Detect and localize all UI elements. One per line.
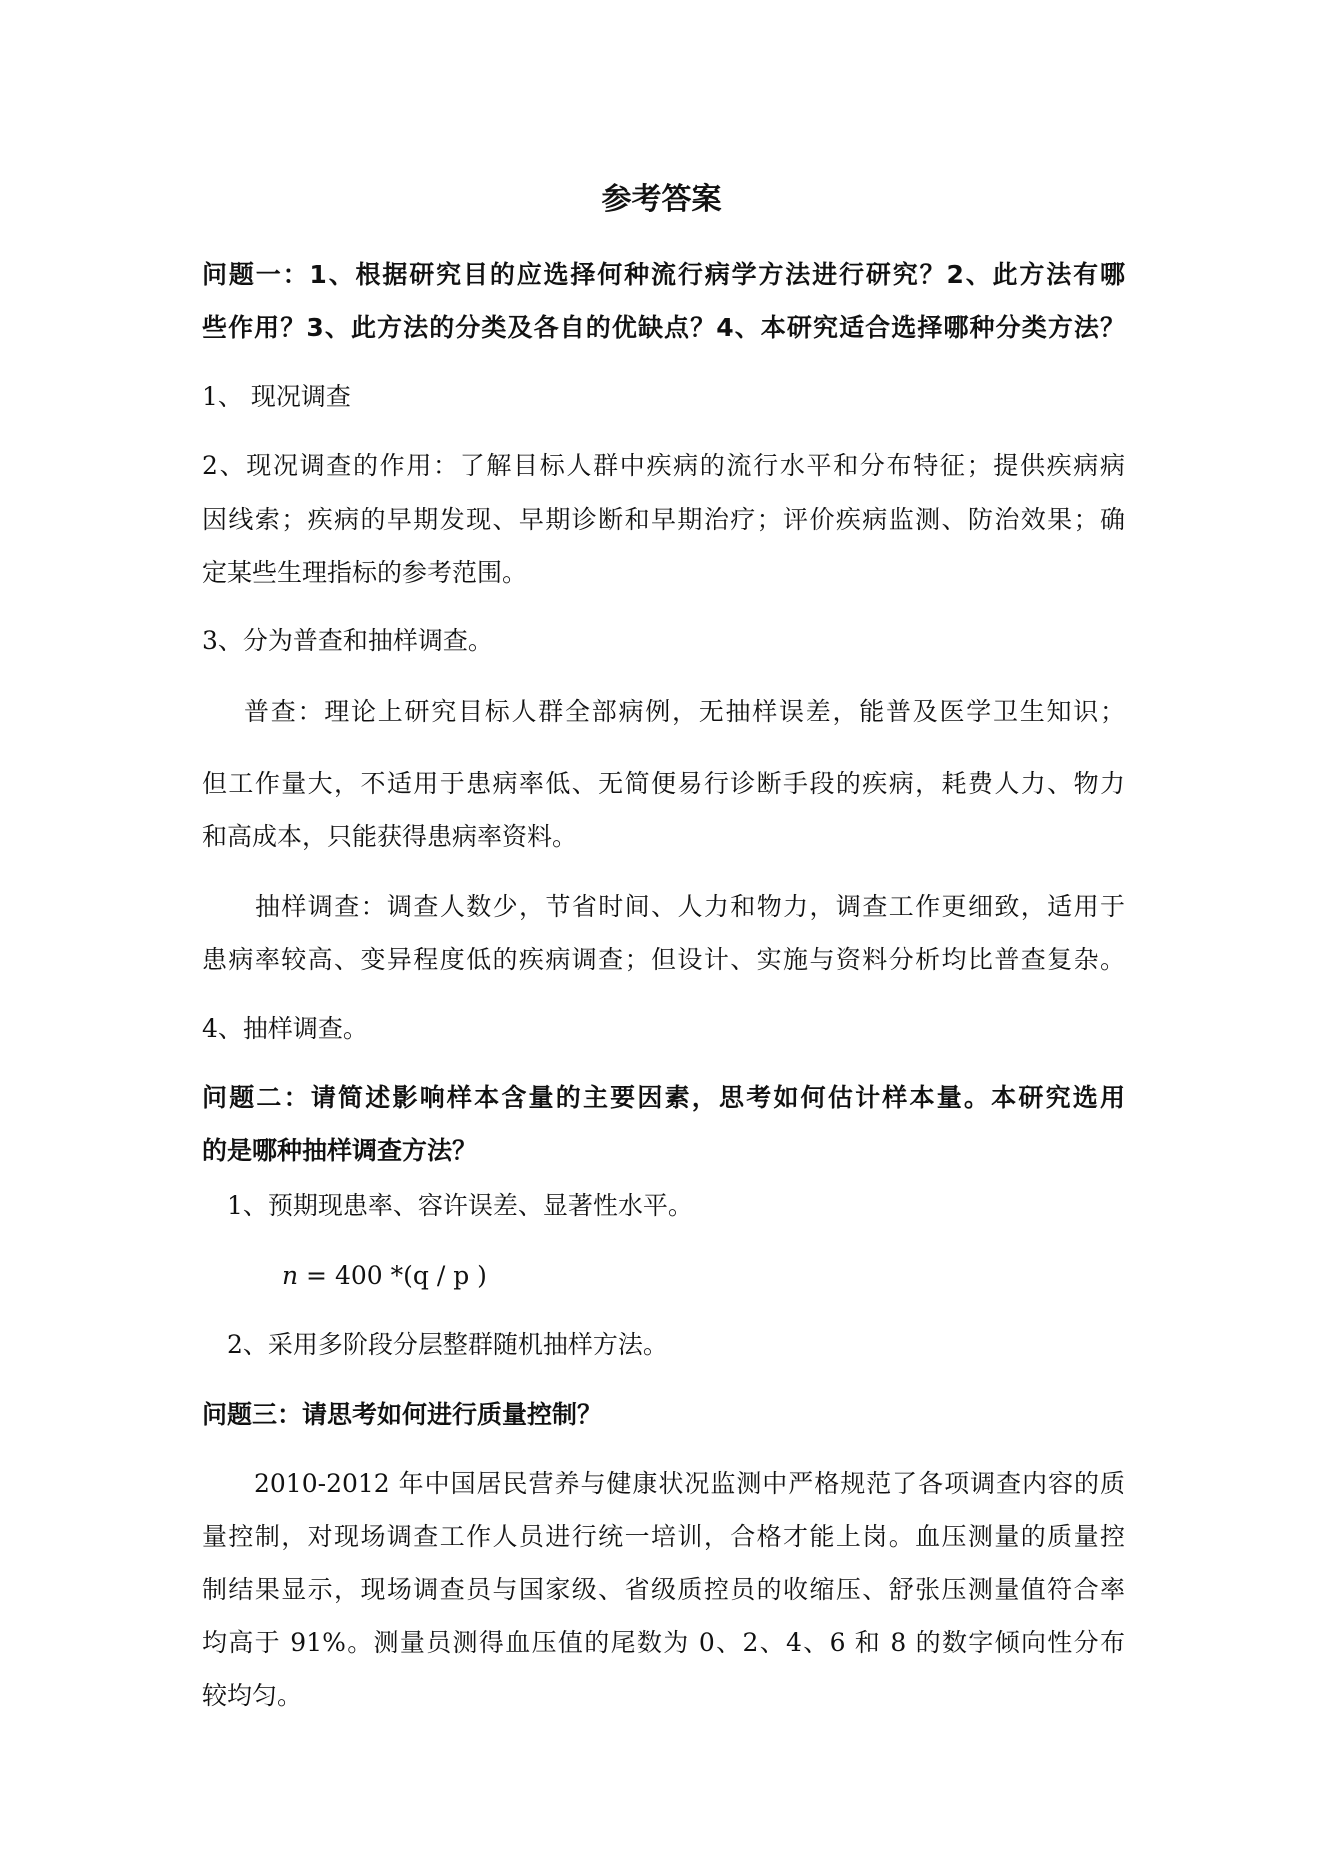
formula-expression: = 400 *(q / p ) [298,1261,487,1290]
page-title: 参考答案 [601,182,722,217]
q3-paragraph-line5: 较均匀。 [202,1681,303,1710]
q3-paragraph-line4: 均高于 91%。测量员测得血压值的尾数为 0、2、4、6 和 8 的数字倾向性分布 [202,1628,1125,1657]
q3-paragraph-line2: 量控制，对现场调查工作人员进行统一培训，合格才能上岗。血压测量的质量控 [202,1522,1125,1551]
q1-answer-2-line1: 2、现况调查的作用：了解目标人群中疾病的流行水平和分布特征；提供疾病病 [202,451,1125,480]
q2-heading-line1: 问题二：请简述影响样本含量的主要因素，思考如何估计样本量。本研究选用 [202,1083,1125,1112]
q1-answer-2-line2: 因线索；疾病的早期发现、早期诊断和早期治疗；评价疾病监测、防治效果；确 [202,505,1125,534]
q2-answer-1: 1、预期现患率、容许误差、显著性水平。 [227,1191,693,1220]
q2-heading-line2: 的是哪种抽样调查方法？ [202,1136,478,1165]
sample-size-formula [282,1259,487,1293]
q1-heading-line1: 问题一：1、根据研究目的应选择何种流行病学方法进行研究？2、此方法有哪 [202,260,1125,289]
sampling-line1: 抽样调查：调查人数少，节省时间、人力和物力，调查工作更细致，适用于 [255,892,1125,921]
q3-paragraph-line3: 制结果显示，现场调查员与国家级、省级质控员的收缩压、舒张压测量值符合率 [202,1575,1125,1604]
q1-heading-line2: 些作用？3、此方法的分类及各自的优缺点？4、本研究适合选择哪种分类方法？ [202,313,1125,342]
q1-answer-1: 1、 现况调查 [202,382,351,411]
sampling-line2: 患病率较高、变异程度低的疾病调查；但设计、实施与资料分析均比普查复杂。 [202,945,1125,974]
q1-answer-4: 4、抽样调查。 [202,1014,368,1043]
q3-heading: 问题三：请思考如何进行质量控制？ [202,1400,603,1429]
formula-variable: n [282,1261,299,1290]
q1-answer-2-line3: 定某些生理指标的参考范围。 [202,558,528,587]
census-line1: 普查：理论上研究目标人群全部病例，无抽样误差，能普及医学卫生知识； [244,697,1125,726]
census-line3: 和高成本，只能获得患病率资料。 [202,822,578,851]
q1-answer-3: 3、分为普查和抽样调查。 [202,626,493,655]
q3-paragraph-line1: 2010-2012 年中国居民营养与健康状况监测中严格规范了各项调查内容的质 [254,1469,1125,1498]
q2-answer-2: 2、采用多阶段分层整群随机抽样方法。 [227,1330,668,1359]
census-line2: 但工作量大，不适用于患病率低、无简便易行诊断手段的疾病，耗费人力、物力 [202,769,1125,798]
